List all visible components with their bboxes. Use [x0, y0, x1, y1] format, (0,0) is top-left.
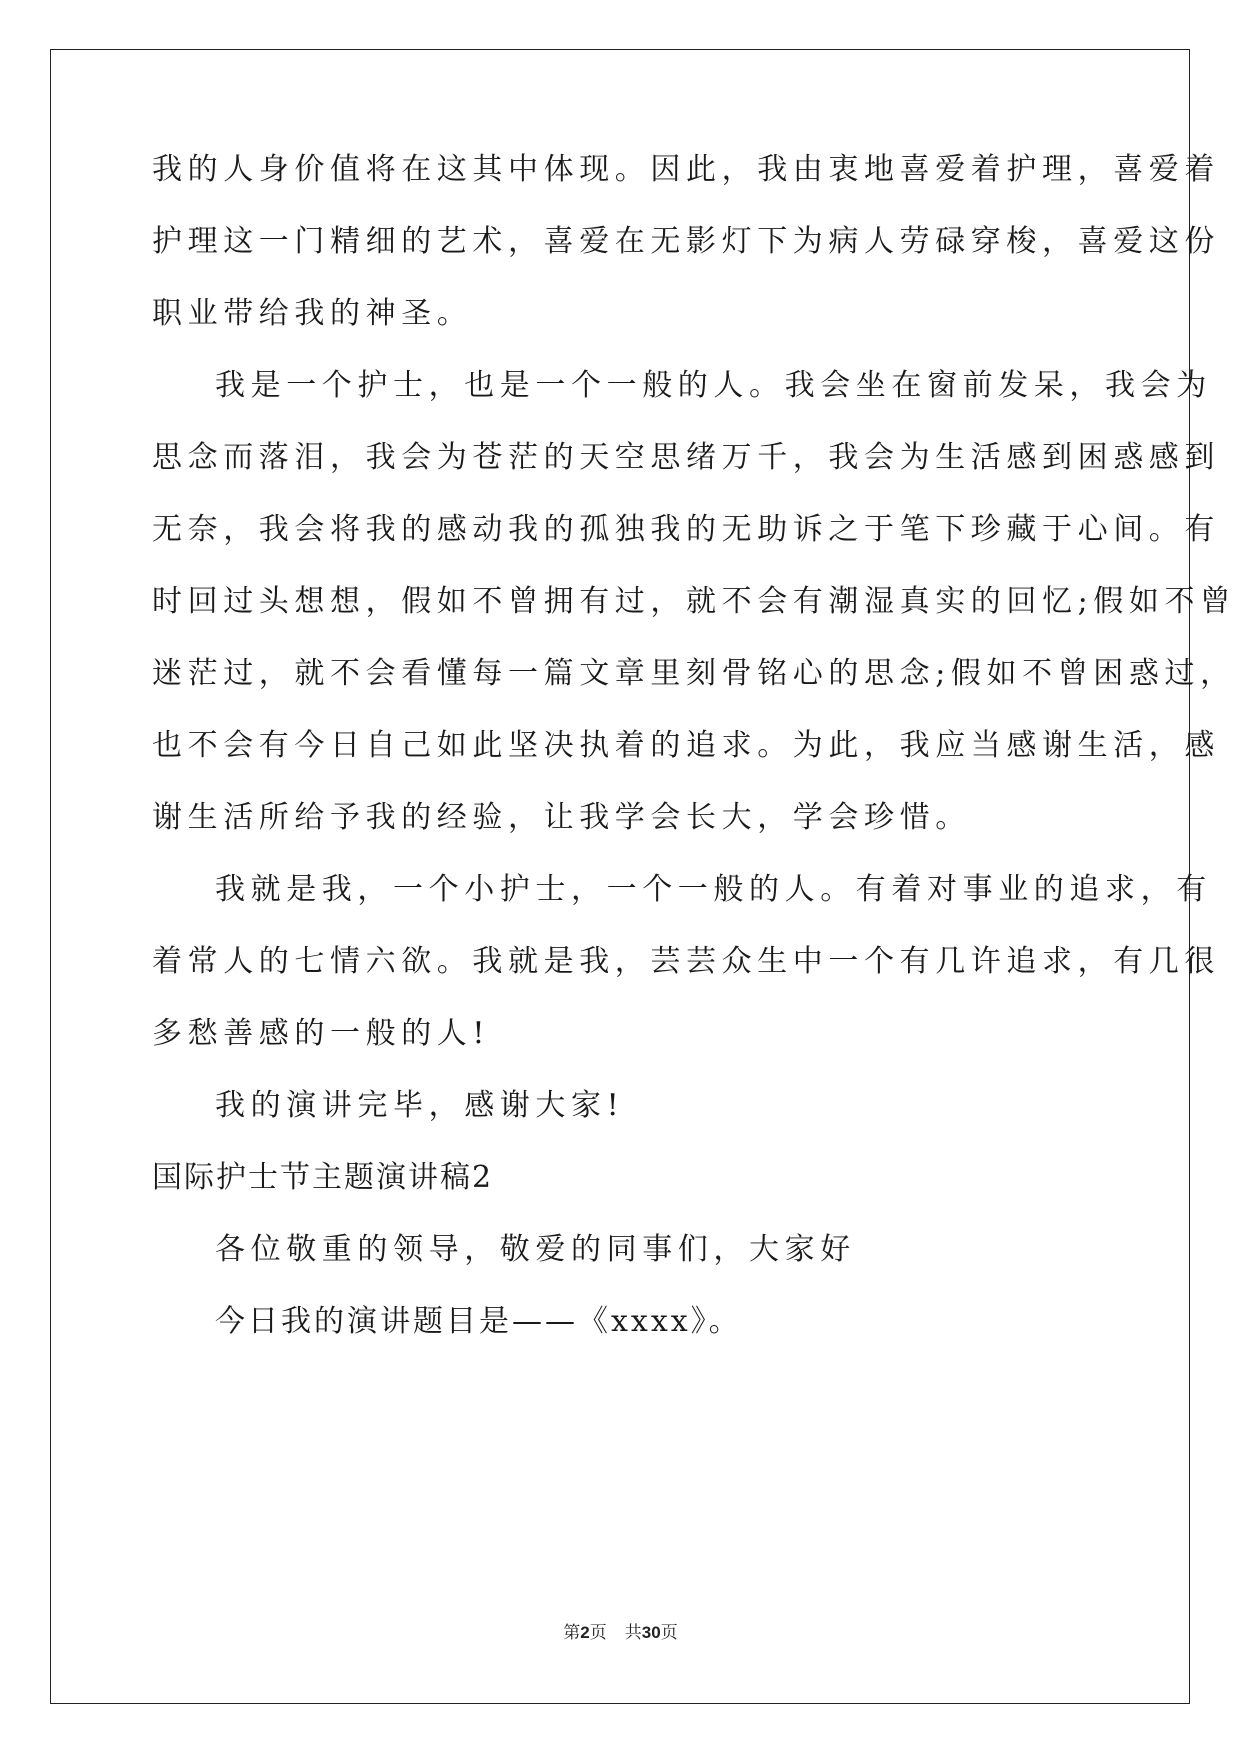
body-line: 护理这一门精细的艺术，喜爱在无影灯下为病人劳碌穿梭，喜爱这份: [152, 224, 1220, 259]
footer-total-prefix: 共: [624, 1623, 642, 1643]
footer-page-number: 2: [580, 1623, 590, 1642]
page-footer: [0, 1618, 1241, 1643]
body-line: 思念而落泪，我会为苍茫的天空思绪万千，我会为生活感到困惑感到: [152, 440, 1220, 475]
body-line: 我的人身价值将在这其中体现。因此，我由衷地喜爱着护理，喜爱着: [152, 152, 1220, 187]
closing-line: 我的演讲完毕，感谢大家!: [215, 1088, 625, 1123]
greeting-line: 各位敬重的领导，敬爱的同事们，大家好: [215, 1232, 856, 1267]
body-line: 多愁善感的一般的人!: [152, 1016, 491, 1051]
body-line: 谢生活所给予我的经验，让我学会长大，学会珍惜。: [152, 800, 971, 835]
body-line: 也不会有今日自己如此坚决执着的追求。为此，我应当感谢生活，感: [152, 728, 1220, 763]
paragraph-start: 我是一个护士，也是一个一般的人。我会坐在窗前发呆，我会为: [215, 368, 1212, 403]
footer-page-suffix: 页: [589, 1623, 607, 1643]
body-line: 时回过头想想，假如不曾拥有过，就不会有潮湿真实的回忆;假如不曾: [152, 584, 1236, 619]
footer-page-prefix: 第: [563, 1623, 581, 1643]
speech-title-line: 今日我的演讲题目是——《xxxx》。: [215, 1304, 742, 1339]
paragraph-start: 我就是我，一个小护士，一个一般的人。有着对事业的追求，有: [215, 872, 1212, 907]
body-line: 着常人的七情六欲。我就是我，芸芸众生中一个有几许追求，有几很: [152, 944, 1220, 979]
body-line: 职业带给我的神圣。: [152, 296, 473, 331]
body-line: 无奈，我会将我的感动我的孤独我的无助诉之于笔下珍藏于心间。有: [152, 512, 1220, 547]
footer-total-pages: 30: [641, 1623, 661, 1642]
section-heading: 国际护士节主题演讲稿2: [152, 1160, 494, 1195]
footer-total-suffix: 页: [660, 1623, 678, 1643]
body-line: 迷茫过，就不会看懂每一篇文章里刻骨铭心的思念;假如不曾困惑过，: [152, 656, 1236, 691]
